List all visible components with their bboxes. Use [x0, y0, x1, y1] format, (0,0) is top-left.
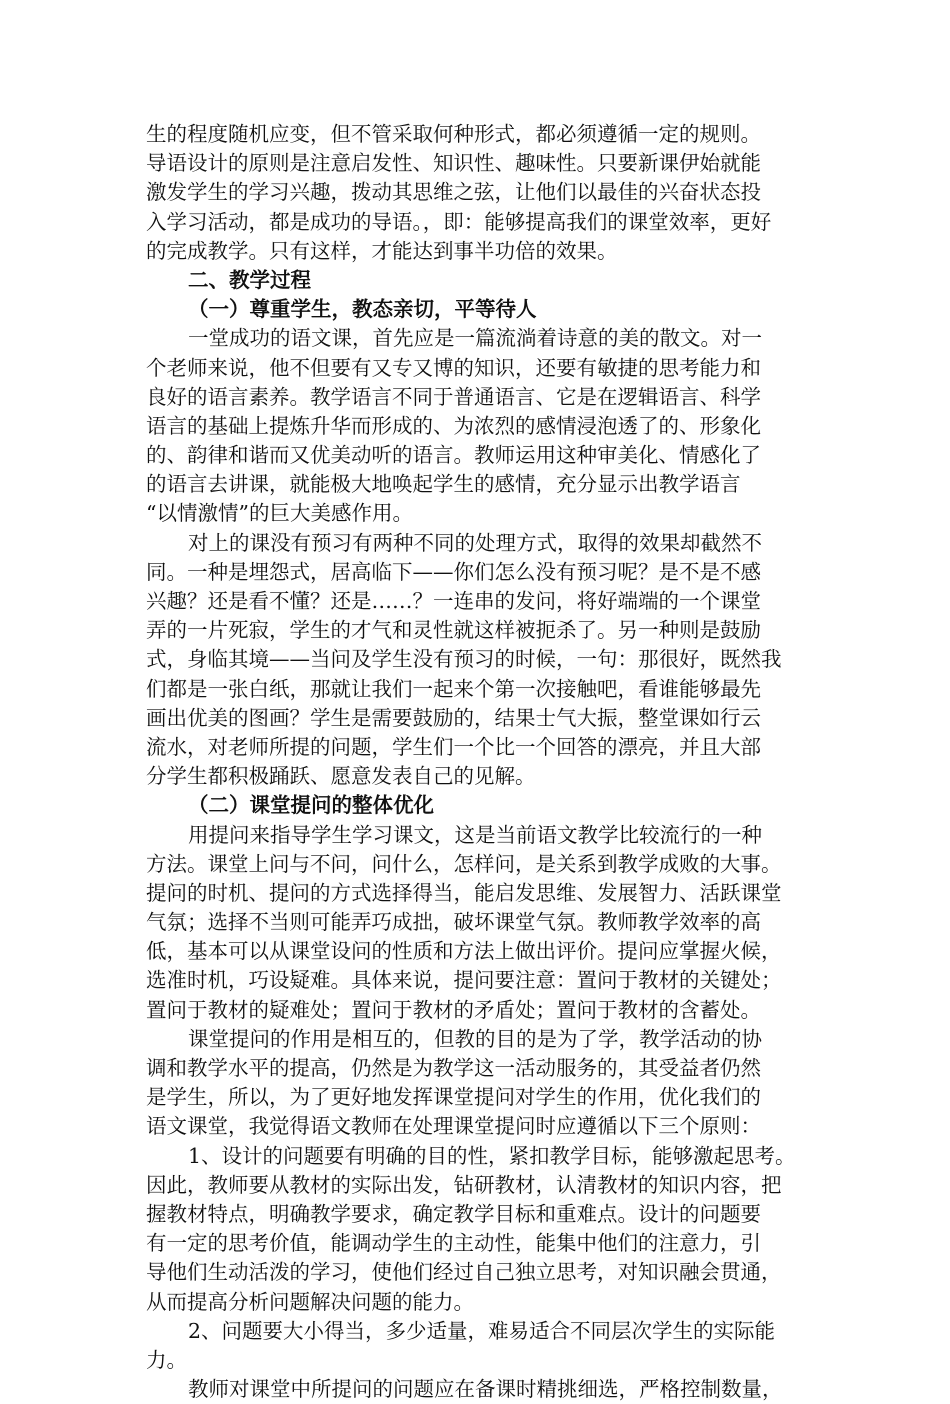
text-line: 的语言去讲课，就能极大地唤起学生的感情，充分显示出教学语言	[146, 472, 741, 497]
text-line: 1、设计的问题要有明确的目的性，紧扣教学目标，能够激起思考。	[188, 1143, 796, 1168]
text-line: 一堂成功的语文课，首先应是一篇流淌着诗意的美的散文。对一	[188, 326, 762, 351]
text-line: 语言的基础上提炼升华而形成的、为浓烈的感情浸泡透了的、形象化	[146, 413, 761, 438]
text-line: 气氛；选择不当则可能弄巧成拙，破坏课堂气氛。教师教学效率的高	[146, 910, 761, 935]
text-line: 低，基本可以从课堂设问的性质和方法上做出评价。提问应掌握火候，	[146, 939, 782, 964]
text-line: 个老师来说，他不但要有又专又博的知识，还要有敏捷的思考能力和	[146, 355, 761, 380]
text-line: 分学生都积极踊跃、愿意发表自己的见解。	[146, 764, 536, 789]
section-heading: 二、教学过程	[188, 267, 311, 292]
text-line: 的完成教学。只有这样，才能达到事半功倍的效果。	[146, 238, 618, 263]
text-line: 教师对课堂中所提问的问题应在备课时精挑细选，严格控制数量，	[188, 1377, 783, 1402]
text-line: 课堂提问的作用是相互的，但教的目的是为了学，教学活动的协	[188, 1026, 762, 1051]
text-line: 从而提高分析问题解决问题的能力。	[146, 1289, 474, 1314]
text-line: 提问的时机、提问的方式选择得当，能启发思维、发展智力、活跃课堂	[146, 880, 782, 905]
text-line: 弄的一片死寂，学生的才气和灵性就这样被扼杀了。另一种则是鼓励	[146, 618, 761, 643]
text-line: 激发学生的学习兴趣，拨动其思维之弦，让他们以最佳的兴奋状态投	[146, 180, 761, 205]
text-line: 对上的课没有预习有两种不同的处理方式，取得的效果却截然不	[188, 530, 762, 555]
section-heading: （一）尊重学生，教态亲切，平等待人	[188, 297, 537, 322]
text-line: 2、问题要大小得当，多少适量，难易适合不同层次学生的实际能	[188, 1318, 776, 1343]
text-line: 置问于教材的疑难处；置问于教材的矛盾处；置问于教材的含蓄处。	[146, 997, 761, 1022]
text-line: 同。一种是埋怨式，居高临下——你们怎么没有预习呢？是不是不感	[146, 559, 761, 584]
text-line: 用提问来指导学生学习课文，这是当前语文教学比较流行的一种	[188, 822, 762, 847]
document-body	[146, 120, 826, 1404]
text-line: “以情激情”的巨大美感作用。	[146, 501, 413, 526]
text-line: 调和教学水平的提高，仍然是为教学这一活动服务的，其受益者仍然	[146, 1056, 761, 1080]
section-heading: （二）课堂提问的整体优化	[188, 793, 434, 818]
text-line: 流水，对老师所提的问题，学生们一个比一个回答的漂亮，并且大部	[146, 734, 761, 759]
text-line: 导语设计的原则是注意启发性、知识性、趣味性。只要新课伊始就能	[146, 151, 761, 176]
text-line: 是学生，所以，为了更好地发挥课堂提问对学生的作用，优化我们的	[146, 1085, 761, 1110]
text-line: 因此，教师要从教材的实际出发，钻研教材，认清教材的知识内容，把	[146, 1172, 782, 1197]
text-line: 的、韵律和谐而又优美动听的语言。教师运用这种审美化、情感化了	[146, 443, 761, 468]
text-line: 选准时机，巧设疑难。具体来说，提问要注意：置问于教材的关键处；	[146, 968, 782, 993]
text-line: 导他们生动活泼的学习，使他们经过自己独立思考，对知识融会贯通，	[146, 1260, 782, 1285]
text-line: 兴趣？还是看不懂？还是……？一连串的发问，将好端端的一个课堂	[146, 589, 761, 613]
text-line: 生的程度随机应变，但不管采取何种形式，都必须遵循一定的规则。	[146, 122, 761, 146]
text-line: 力。	[146, 1347, 187, 1372]
text-line: 语文课堂，我觉得语文教师在处理课堂提问时应遵循以下三个原则：	[146, 1114, 761, 1139]
text-line: 良好的语言素养。教学语言不同于普通语言、它是在逻辑语言、科学	[146, 384, 761, 409]
text-line: 握教材特点，明确教学要求，确定教学目标和重难点。设计的问题要	[146, 1201, 761, 1226]
text-line: 入学习活动，都是成功的导语。，即：能够提高我们的课堂效率，更好	[146, 209, 772, 234]
text-line: 方法。课堂上问与不问，问什么，怎样问，是关系到教学成败的大事。	[146, 851, 782, 876]
text-line: 画出优美的图画？学生是需要鼓励的，结果士气大振，整堂课如行云	[146, 705, 761, 730]
text-line: 们都是一张白纸，那就让我们一起来个第一次接触吧，看谁能够最先	[146, 676, 761, 701]
text-line: 有一定的思考价值，能调动学生的主动性，能集中他们的注意力，引	[146, 1231, 761, 1256]
text-line: 式，身临其境——当问及学生没有预习的时候，一句：那很好，既然我	[146, 647, 782, 672]
